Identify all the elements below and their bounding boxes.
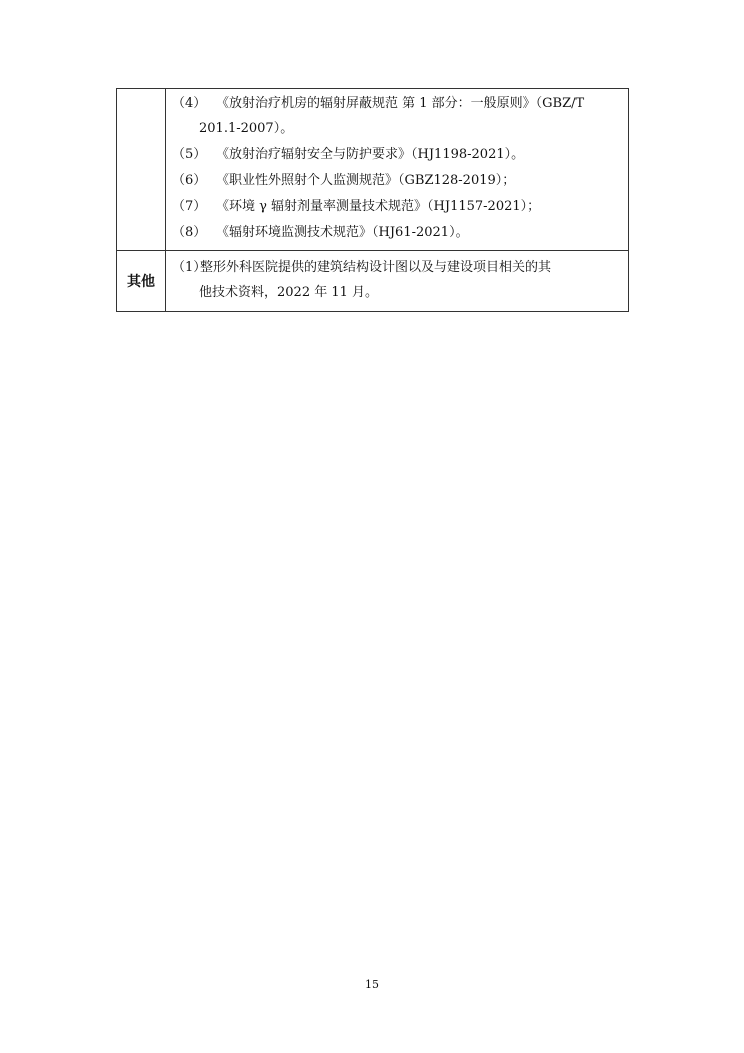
list-item [172,253,622,307]
regulations-table [116,88,629,312]
item-text: 《辐射环境监测技术规范》（HJ61-2021）。 [216,225,469,240]
other-content [166,251,629,312]
empty-label-cell [117,89,166,251]
item-text-continued: 201.1-2007）。 [199,121,294,136]
item-text: 整形外科医院提供的建筑结构设计图以及与建设项目相关的其 [200,260,552,275]
list-item [172,142,622,168]
item-number: （6） [172,173,207,188]
item-number: （4） [172,96,207,111]
list-item [172,220,622,246]
item-text: 《放射治疗机房的辐射屏蔽规范 第 1 部分：一般原则》（GBZ/T [216,96,585,111]
item-text-continued: 他技术资料，2022 年 11 月。 [199,285,379,300]
item-text: 《职业性外照射个人监测规范》（GBZ128-2019）； [216,173,516,188]
table-row-standards [117,89,629,251]
item-text: 《环境 γ 辐射剂量率测量技术规范》（HJ1157-2021）； [216,199,541,214]
item-number: （1） [172,260,207,275]
item-number: （7） [172,199,207,214]
table-row-other [117,251,629,312]
list-item [172,91,622,142]
page-number: 15 [365,978,379,991]
list-item [172,168,622,194]
item-number: （8） [172,225,207,240]
item-text: 《放射治疗辐射安全与防护要求》（HJ1198-2021）。 [216,147,525,162]
standards-list [166,89,629,251]
item-number: （5） [172,147,207,162]
list-item [172,194,622,220]
other-label: 其他 [117,251,166,312]
